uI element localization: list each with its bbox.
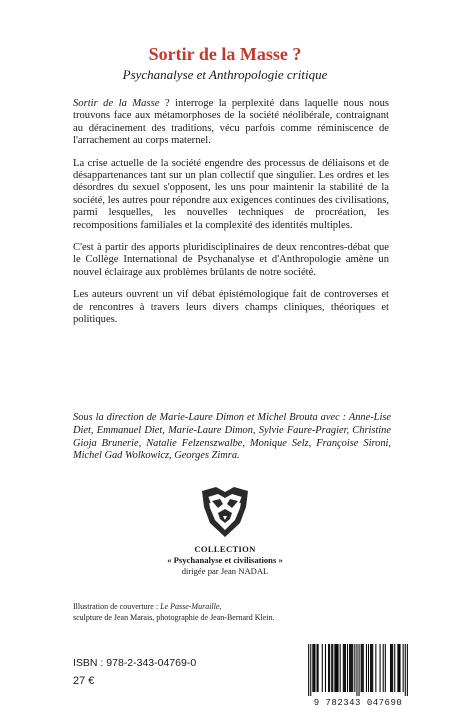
title-reference: Sortir de la Masse [73,98,160,109]
barcode-bar [391,644,392,692]
barcode-bar [331,644,332,692]
credits-artwork: Le Passe-Muraille [160,602,220,611]
collection-label: COLLECTION [194,544,256,554]
barcode-bar [375,644,376,692]
barcode-bar [368,644,369,692]
barcode-bar [322,644,323,692]
barcode-bar [407,644,408,696]
mask-emblem-icon [196,483,254,541]
barcode-bar [403,644,404,692]
barcode-bar [317,644,318,692]
blurb-paragraph-2: La crise actuelle de la société engendre des processus de déliaisons et de désappartenances tant sur un plan collectif que singulier. Les ordres et les désordres du sexuel s'opposent, les uns pour maintenir la stabilité de la société, les autres pour répondre aux exigences continues des civilisations, parmi lesquelles, les nouvelles techniques de procréation, les recompositions familiales et la complexité des identités multiples. [73,157,389,231]
barcode-bar [350,644,351,692]
barcode-bar [383,644,384,692]
barcode-bar [329,644,330,692]
barcode-bar [334,644,335,692]
blurb-paragraph-3: C'est à partir des apports pluridisciplinaires de deux rencontres-débat que le Collège International de Psychanalyse et d'Anthropologie amène un nouvel éclairage aux problèmes brûlants de notre société. [73,242,389,278]
isbn-text: ISBN : 978-2-343-04769-0 [73,657,197,669]
credits-prefix: Illustration de couverture : [73,602,161,611]
barcode-bar [338,644,339,692]
barcode-bar [363,644,364,692]
collection-block [0,544,450,577]
barcode-bar [336,644,337,692]
barcode-bar [335,644,336,692]
barcode-bar [359,644,360,696]
credits-line-2: sculpture de Jean Marais, photographie de Jean-Bernard Klein. [73,612,275,622]
barcode-bar [318,644,319,692]
barcode-bar [372,644,373,692]
barcode-bar [314,644,315,692]
blurb-paragraph-4: Les auteurs ouvrent un vif débat épistémologique fait de controverses et de rencontres à travers leurs divers champs cliniques, théoriques et politiques. [73,289,389,326]
barcode-bar [361,644,362,692]
cover-credits [73,602,393,623]
barcode [302,644,414,708]
barcode-bar [385,644,386,692]
barcode-bar [394,644,395,692]
barcode-bar [349,644,350,692]
barcode-digits: 9 782343 047690 [313,698,403,708]
book-title: Sortir de la Masse ? [148,44,302,64]
price-text: 27 € [73,675,95,687]
barcode-bar [392,644,393,692]
barcode-bar [340,644,341,692]
barcode-bar [399,644,400,692]
barcode-bar [380,644,381,692]
barcode-bar [312,644,313,692]
barcode-bar [405,644,406,696]
authors-list: Sous la direction de Marie-Laure Dimon et Michel Brouta avec : Anne-Lise Diet, Emmanuel Diet, Marie-Laure Dimon, Sylvie Faure-Pragier, Christine Gioja Brunerie, Natalie Felzenszwalbe, Monique Selz, Françoise Sironi, Michel Gad Wolkowicz, Georges Zimra. [73,412,391,462]
barcode-bar [397,644,398,692]
blurb-paragraph-1-text: ? interroge la perplexité dans laquelle nous nous trouvons face aux métamorphoses de la société néolibérale, contraignant au déracinement des traditions, vécu parfois comme réminiscence de l'arrachement au corps maternel. [73,98,389,147]
barcode-bar [390,644,391,692]
barcode-bar [345,644,346,692]
barcode-bar [370,644,371,692]
barcode-bar [325,644,326,692]
barcode-bar [371,644,372,692]
barcode-bar [347,644,348,692]
barcode-bar [344,644,345,692]
barcode-bar [351,644,352,692]
barcode-bar [362,644,363,692]
back-cover-blurb [73,98,389,337]
barcode-bar [356,644,357,696]
barcode-bar [310,644,311,696]
collection-name: « Psychanalyse et civilisations » [167,555,283,565]
barcode-bar [328,644,329,692]
barcode-bar [313,644,314,692]
credits-suffix: , [219,602,222,611]
barcode-bar [308,644,309,696]
blurb-paragraph-1 [73,98,389,148]
barcode-bar [398,644,399,692]
barcode-bar [352,644,353,692]
barcode-bar [343,644,344,692]
barcode-bar [366,644,367,692]
barcode-bar [332,644,333,692]
barcode-bars [302,644,414,696]
book-subtitle: Psychanalyse et Anthropologie critique [122,67,328,82]
credits-line-1 [73,602,393,613]
barcode-bar [354,644,355,692]
collection-director: dirigée par Jean NADAL [181,566,269,576]
